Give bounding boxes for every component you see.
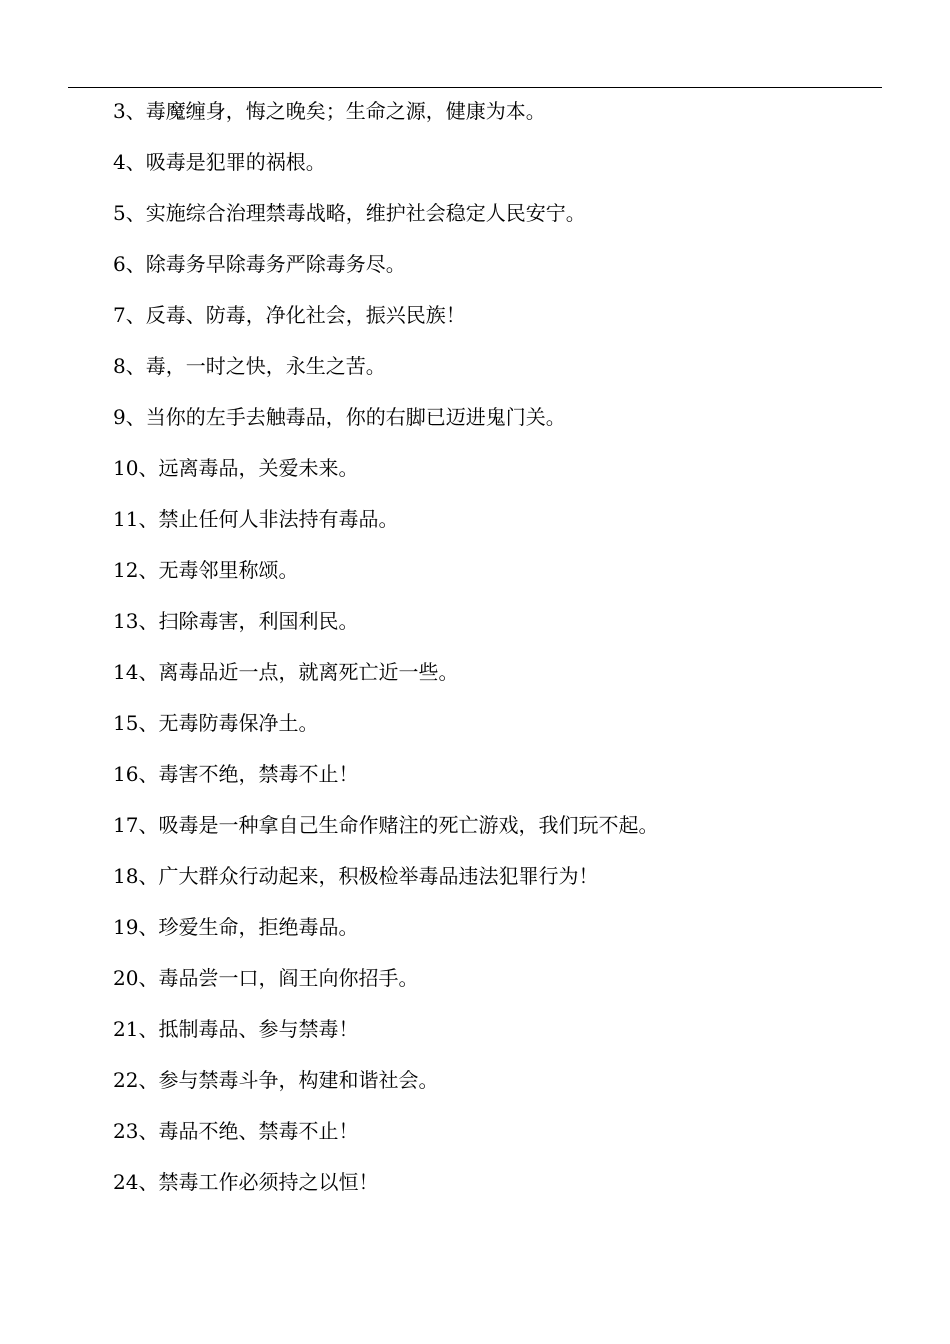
list-item: 10、远离毒品，关爱未来。 — [113, 456, 359, 480]
list-item: 8、毒，一时之快，永生之苦。 — [113, 354, 386, 378]
list-item: 12、无毒邻里称颂。 — [113, 558, 299, 582]
list-item: 4、吸毒是犯罪的祸根。 — [113, 150, 326, 174]
list-item: 24、禁毒工作必须持之以恒！ — [113, 1170, 379, 1194]
header-rule — [68, 87, 882, 88]
list-item: 22、参与禁毒斗争，构建和谐社会。 — [113, 1068, 439, 1092]
list-item: 20、毒品尝一口，阎王向你招手。 — [113, 966, 419, 990]
list-item: 18、广大群众行动起来，积极检举毒品违法犯罪行为！ — [113, 864, 599, 888]
list-item: 15、无毒防毒保净土。 — [113, 711, 319, 735]
list-item: 21、抵制毒品、参与禁毒！ — [113, 1017, 359, 1041]
list-item: 9、当你的左手去触毒品，你的右脚已迈进鬼门关。 — [113, 405, 566, 429]
list-item: 6、除毒务早除毒务严除毒务尽。 — [113, 252, 406, 276]
list-item: 14、离毒品近一点，就离死亡近一些。 — [113, 660, 459, 684]
list-item: 7、反毒、防毒，净化社会，振兴民族！ — [113, 303, 466, 327]
list-item: 13、扫除毒害，利国利民。 — [113, 609, 359, 633]
slogan-list — [113, 95, 873, 1217]
list-item: 17、吸毒是一种拿自己生命作赌注的死亡游戏，我们玩不起。 — [113, 813, 659, 837]
list-item: 23、毒品不绝、禁毒不止！ — [113, 1119, 359, 1143]
list-item: 3、毒魔缠身，悔之晚矣；生命之源，健康为本。 — [113, 99, 546, 123]
list-item: 19、珍爱生命，拒绝毒品。 — [113, 915, 359, 939]
list-item: 5、实施综合治理禁毒战略，维护社会稳定人民安宁。 — [113, 201, 586, 225]
list-item: 11、禁止任何人非法持有毒品。 — [113, 507, 399, 531]
list-item: 16、毒害不绝，禁毒不止！ — [113, 762, 359, 786]
